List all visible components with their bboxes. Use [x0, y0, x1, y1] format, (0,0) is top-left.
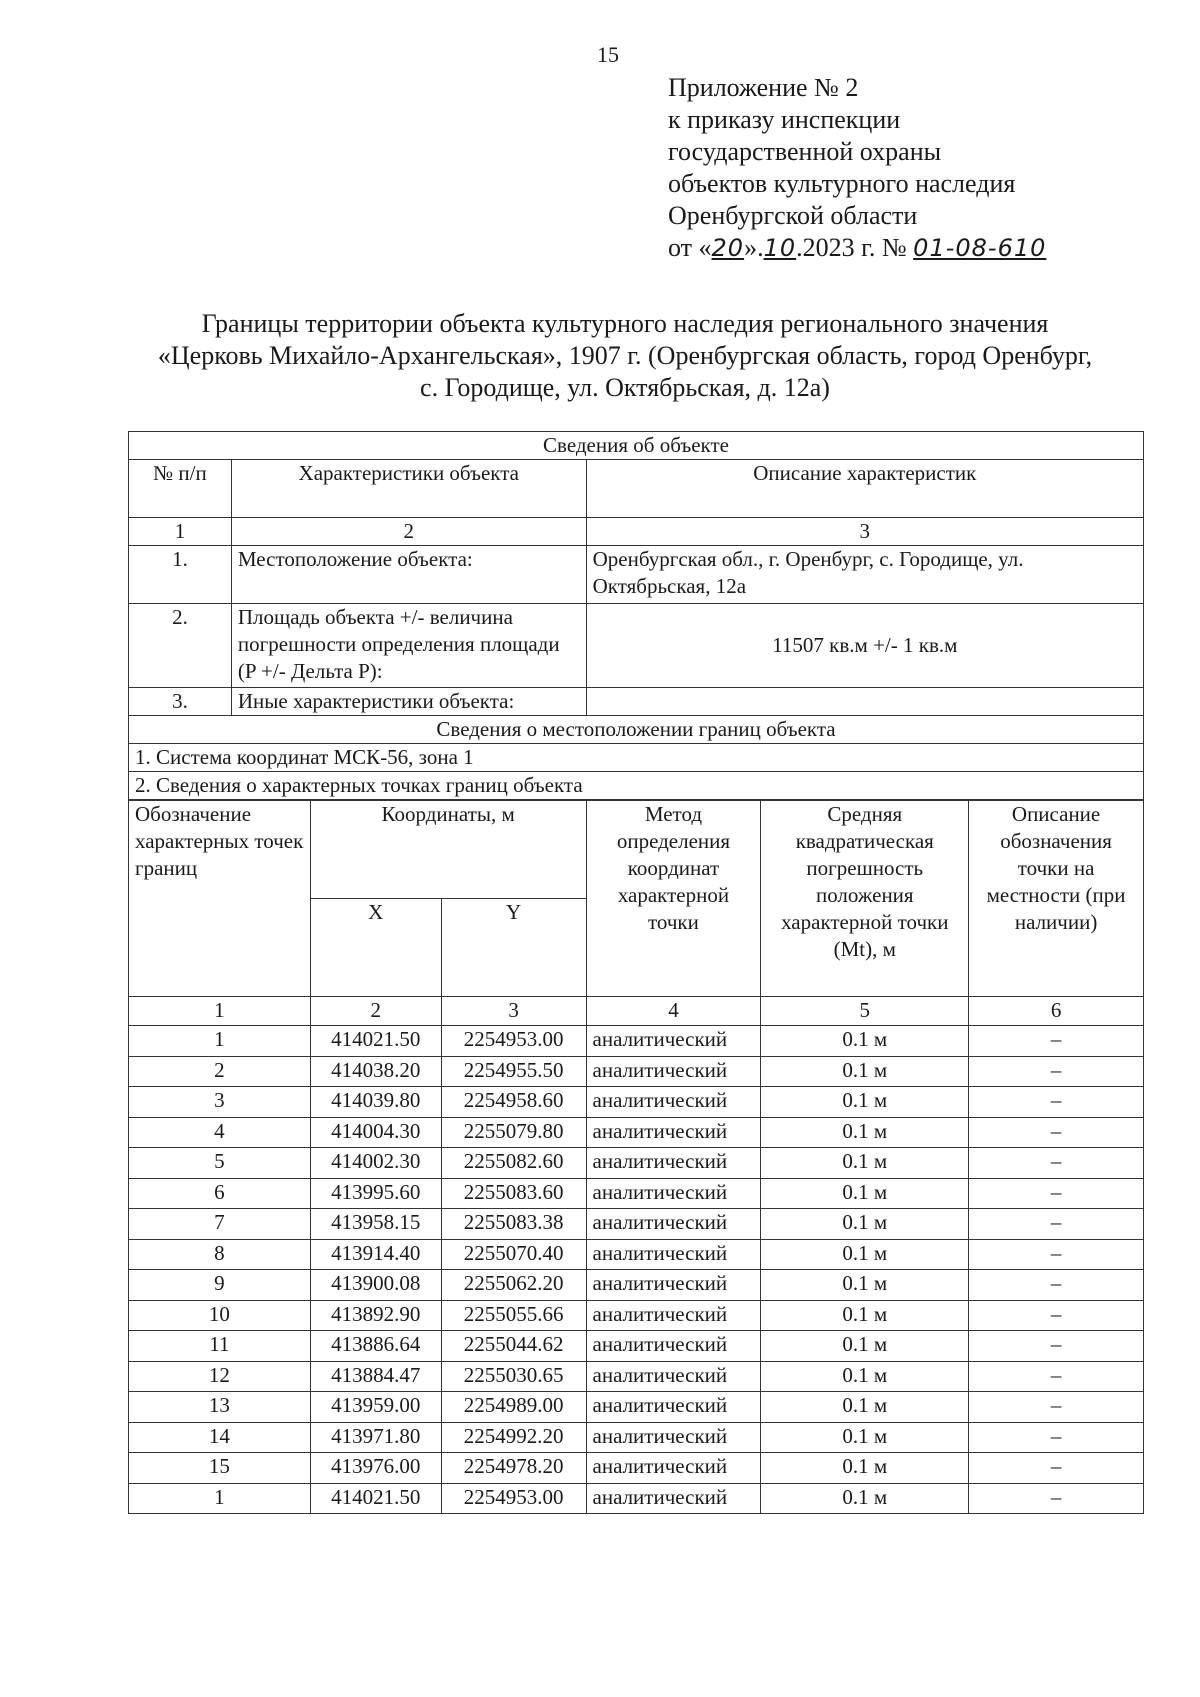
point-method: аналитический — [586, 1056, 761, 1087]
point-description: – — [969, 1056, 1144, 1087]
point-description: – — [969, 1483, 1144, 1514]
point-error: 0.1 м — [761, 1056, 969, 1087]
header-x: X — [310, 899, 441, 997]
handwritten-month: 10 — [763, 234, 797, 262]
header-point-description: Описание обозначения точки на местности (при наличии) — [969, 801, 1144, 997]
characteristic-name: Площадь объекта +/- величина погрешности определения площади (P +/- Дельта P): — [231, 604, 586, 688]
header-coordinates: Координаты, м — [310, 801, 586, 899]
col-number: 3 — [441, 997, 586, 1026]
col-number: 3 — [586, 518, 1143, 546]
point-x: 414004.30 — [310, 1117, 441, 1148]
point-description: – — [969, 1148, 1144, 1179]
point-x: 414021.50 — [310, 1483, 441, 1514]
point-x: 413971.80 — [310, 1422, 441, 1453]
header-error: Средняя квадратическая погрешность положения характерной точки (Mt), м — [761, 801, 969, 997]
table-row — [129, 1331, 1144, 1362]
appendix-line: к приказу инспекции — [668, 105, 901, 134]
point-description: – — [969, 1117, 1144, 1148]
table-row — [129, 1148, 1144, 1179]
point-error: 0.1 м — [761, 1239, 969, 1270]
table-row — [129, 1239, 1144, 1270]
point-id: 5 — [129, 1148, 311, 1179]
table-row — [129, 1087, 1144, 1118]
point-y: 2255062.20 — [441, 1270, 586, 1301]
point-method: аналитический — [586, 1026, 761, 1057]
col-number: 2 — [231, 518, 586, 546]
point-y: 2254953.00 — [441, 1026, 586, 1057]
point-method: аналитический — [586, 1270, 761, 1301]
point-y: 2255082.60 — [441, 1148, 586, 1179]
point-description: – — [969, 1178, 1144, 1209]
point-description: – — [969, 1300, 1144, 1331]
point-y: 2254978.20 — [441, 1453, 586, 1484]
point-x: 413976.00 — [310, 1453, 441, 1484]
point-y: 2254958.60 — [441, 1087, 586, 1118]
points-body — [129, 1026, 1144, 1514]
characteristic-value — [586, 688, 1143, 716]
header-designation: Обозначение характерных точек границ — [129, 801, 311, 997]
document-title — [100, 308, 1150, 404]
point-method: аналитический — [586, 1087, 761, 1118]
point-x: 414021.50 — [310, 1026, 441, 1057]
point-y: 2255044.62 — [441, 1331, 586, 1362]
point-error: 0.1 м — [761, 1270, 969, 1301]
point-id: 7 — [129, 1209, 311, 1240]
handwritten-day: 20 — [711, 234, 745, 262]
point-x: 414039.80 — [310, 1087, 441, 1118]
coordinate-system: 1. Система координат МСК-56, зона 1 — [129, 744, 1144, 772]
table-row — [129, 1117, 1144, 1148]
appendix-line: Приложение № 2 — [668, 73, 859, 102]
table-row — [129, 1056, 1144, 1087]
title-line: «Церковь Михайло-Архангельская», 1907 г. (Оренбургская область, город Оренбург, — [157, 341, 1093, 370]
object-info-table — [128, 431, 1144, 800]
point-method: аналитический — [586, 1361, 761, 1392]
point-error: 0.1 м — [761, 1422, 969, 1453]
title-line: Границы территории объекта культурного наследия регионального значения — [201, 309, 1049, 338]
point-description: – — [969, 1209, 1144, 1240]
characteristic-value: 11507 кв.м +/- 1 кв.м — [586, 604, 1143, 688]
point-id: 10 — [129, 1300, 311, 1331]
appendix-line: объектов культурного наследия — [668, 169, 1016, 198]
appendix-header — [668, 72, 1046, 264]
point-error: 0.1 м — [761, 1178, 969, 1209]
point-x: 413914.40 — [310, 1239, 441, 1270]
point-x: 413959.00 — [310, 1392, 441, 1423]
table-row — [129, 1178, 1144, 1209]
title-line: с. Городище, ул. Октябрьская, д. 12а) — [420, 373, 830, 402]
point-description: – — [969, 1392, 1144, 1423]
date-mid: ». — [744, 233, 764, 262]
boundary-points-table — [128, 800, 1144, 1514]
point-description: – — [969, 1361, 1144, 1392]
point-error: 0.1 м — [761, 1483, 969, 1514]
point-error: 0.1 м — [761, 1300, 969, 1331]
header-method: Метод определения координат характерной точки — [586, 801, 761, 997]
point-method: аналитический — [586, 1148, 761, 1179]
point-y: 2254955.50 — [441, 1056, 586, 1087]
point-method: аналитический — [586, 1117, 761, 1148]
point-error: 0.1 м — [761, 1331, 969, 1362]
point-method: аналитический — [586, 1300, 761, 1331]
point-error: 0.1 м — [761, 1392, 969, 1423]
point-id: 1 — [129, 1483, 311, 1514]
row-number: 2. — [129, 604, 232, 688]
point-method: аналитический — [586, 1178, 761, 1209]
point-y: 2254992.20 — [441, 1422, 586, 1453]
point-id: 3 — [129, 1087, 311, 1118]
point-error: 0.1 м — [761, 1209, 969, 1240]
point-method: аналитический — [586, 1392, 761, 1423]
row-number: 3. — [129, 688, 232, 716]
point-y: 2255055.66 — [441, 1300, 586, 1331]
col-number: 6 — [969, 997, 1144, 1026]
point-description: – — [969, 1422, 1144, 1453]
point-error: 0.1 м — [761, 1117, 969, 1148]
col-number: 1 — [129, 997, 311, 1026]
point-error: 0.1 м — [761, 1453, 969, 1484]
header-y: Y — [441, 899, 586, 997]
table-row — [129, 1392, 1144, 1423]
point-id: 4 — [129, 1117, 311, 1148]
point-y: 2254953.00 — [441, 1483, 586, 1514]
point-method: аналитический — [586, 1239, 761, 1270]
table-row — [129, 1361, 1144, 1392]
point-x: 413900.08 — [310, 1270, 441, 1301]
appendix-date-line — [668, 232, 1046, 264]
point-x: 413958.15 — [310, 1209, 441, 1240]
characteristic-value: Оренбургская обл., г. Оренбург, с. Городище, ул. Октябрьская, 12а — [586, 546, 1143, 604]
point-error: 0.1 м — [761, 1026, 969, 1057]
points-section-title: 2. Сведения о характерных точках границ объекта — [129, 772, 1144, 800]
col-number: 5 — [761, 997, 969, 1026]
characteristic-name: Иные характеристики объекта: — [231, 688, 586, 716]
date-year: .2023 г. № — [796, 233, 914, 262]
point-description: – — [969, 1026, 1144, 1057]
point-x: 414038.20 — [310, 1056, 441, 1087]
boundary-section-title: Сведения о местоположении границ объекта — [129, 716, 1144, 744]
table-row — [129, 1453, 1144, 1484]
table-row — [129, 1422, 1144, 1453]
point-id: 1 — [129, 1026, 311, 1057]
table-row — [129, 1209, 1144, 1240]
point-method: аналитический — [586, 1422, 761, 1453]
object-info-section-title: Сведения об объекте — [129, 432, 1144, 460]
table-row — [129, 1483, 1144, 1514]
point-x: 413886.64 — [310, 1331, 441, 1362]
point-error: 0.1 м — [761, 1148, 969, 1179]
point-id: 11 — [129, 1331, 311, 1362]
point-description: – — [969, 1239, 1144, 1270]
point-id: 14 — [129, 1422, 311, 1453]
point-method: аналитический — [586, 1453, 761, 1484]
point-y: 2254989.00 — [441, 1392, 586, 1423]
point-id: 12 — [129, 1361, 311, 1392]
point-description: – — [969, 1453, 1144, 1484]
table-row — [129, 1300, 1144, 1331]
col-number: 2 — [310, 997, 441, 1026]
point-id: 6 — [129, 1178, 311, 1209]
point-y: 2255083.38 — [441, 1209, 586, 1240]
point-method: аналитический — [586, 1483, 761, 1514]
point-y: 2255079.80 — [441, 1117, 586, 1148]
characteristic-name: Местоположение объекта: — [231, 546, 586, 604]
appendix-line: Оренбургской области — [668, 201, 918, 230]
point-id: 8 — [129, 1239, 311, 1270]
row-number: 1. — [129, 546, 232, 604]
table-row — [129, 1270, 1144, 1301]
point-description: – — [969, 1270, 1144, 1301]
date-prefix: от « — [668, 233, 712, 262]
point-description: – — [969, 1087, 1144, 1118]
point-id: 13 — [129, 1392, 311, 1423]
point-y: 2255030.65 — [441, 1361, 586, 1392]
point-x: 414002.30 — [310, 1148, 441, 1179]
header-description: Описание характеристик — [586, 460, 1143, 518]
table-row — [129, 1026, 1144, 1057]
point-id: 9 — [129, 1270, 311, 1301]
col-number: 4 — [586, 997, 761, 1026]
appendix-line: государственной охраны — [668, 137, 942, 166]
point-x: 413995.60 — [310, 1178, 441, 1209]
point-y: 2255083.60 — [441, 1178, 586, 1209]
header-number: № п/п — [129, 460, 232, 518]
point-error: 0.1 м — [761, 1361, 969, 1392]
header-characteristics: Характеристики объекта — [231, 460, 586, 518]
col-number: 1 — [129, 518, 232, 546]
point-id: 15 — [129, 1453, 311, 1484]
point-method: аналитический — [586, 1331, 761, 1362]
point-x: 413884.47 — [310, 1361, 441, 1392]
point-method: аналитический — [586, 1209, 761, 1240]
page-number: 15 — [597, 42, 619, 67]
handwritten-order-number: 01-08-610 — [913, 234, 1047, 262]
point-y: 2255070.40 — [441, 1239, 586, 1270]
point-description: – — [969, 1331, 1144, 1362]
point-error: 0.1 м — [761, 1087, 969, 1118]
point-x: 413892.90 — [310, 1300, 441, 1331]
point-id: 2 — [129, 1056, 311, 1087]
